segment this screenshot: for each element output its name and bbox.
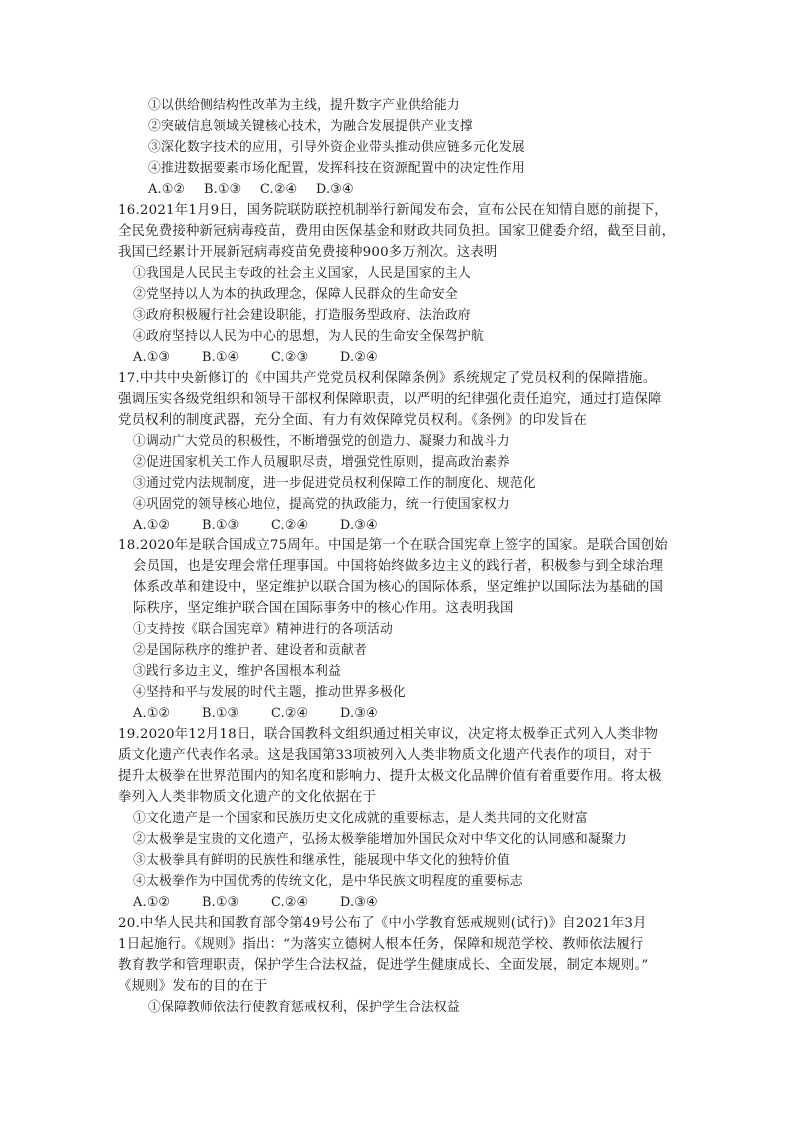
answer-choice: B.①③ <box>202 895 240 910</box>
q16-stem-line: 我国已经累计开展新冠病毒疫苗免费接种900多万剂次。这表明 <box>118 245 498 260</box>
q19-option-2: ②太极拳是宝贵的文化遗产，弘扬太极拳能增加外国民众对中华文化的认同感和凝聚力 <box>133 832 627 847</box>
q17-stem-line: 党员权利的制度武器，充分全面、有力有效保障党员权利。《条例》的印发旨在 <box>118 413 587 428</box>
q17-answer-choices <box>133 516 409 536</box>
q20-stem-line: 教育教学和管理职责，保护学生合法权益，促进学生健康成长、全面发展，制定本规则。” <box>118 958 649 973</box>
q18-option-2: ②是国际秩序的维护者、建设者和贡献者 <box>133 643 367 658</box>
q18-stem-line: 会员国，也是安理会常任理事国。中国将始终做多边主义的践行者，积极参与到全球治理 <box>133 559 664 574</box>
q18-stem-line: 18.2020年是联合国成立75周年。中国是第一个在联合国宪章上签字的国家。是联合国创始 <box>118 538 668 553</box>
answer-choice: C.②③ <box>271 350 309 365</box>
q18-stem-line: 体系改革和建设中，坚定维护以联合国为核心的国际体系，坚定维护以国际法为基础的国 <box>133 580 664 595</box>
q19-stem-line: 提升太极拳在世界范围内的知名度和影响力、提升太极文化品牌价值有着重要作用。将太极 <box>118 769 662 784</box>
q18-option-4: ④坚持和平与发展的时代主题，推动世界多极化 <box>133 685 406 700</box>
q19-stem-line: 质文化遗产代表作名录。这是我国第33项被列入人类非物质文化遗产代表作的项目，对于 <box>118 748 652 763</box>
q16-option-2: ②党坚持以人为本的执政理念，保障人民群众的生命安全 <box>133 287 458 302</box>
q17-stem-line: 强调压实各级党组织和领导干部权利保障职责，以严明的纪律强化责任追究，通过打造保障 <box>118 392 662 407</box>
q16-answer-choices <box>133 348 409 368</box>
answer-choice: D.②④ <box>340 350 378 365</box>
q17-stem-line: 17.中共中央新修订的《中国共产党党员权利保障条例》系统规定了党员权利的保障措施。 <box>118 371 657 386</box>
q16-stem-line: 全民免费接种新冠病毒疫苗，费用由医保基金和财政共同负担。国家卫健委介绍，截至目前， <box>118 224 676 239</box>
answer-choice: A.①③ <box>133 350 171 365</box>
answer-choice: A.①② <box>133 706 171 721</box>
q17-option-2: ②促进国家机关工作人员履职尽责，增强党性原则，提高政治素养 <box>133 455 510 470</box>
q19-option-3: ③太极拳具有鲜明的民族性和继承性，能展现中华文化的独特价值 <box>133 853 510 868</box>
q17-option-4: ④巩固党的领导核心地位，提高党的执政能力，统一行使国家权力 <box>133 497 510 512</box>
answer-choice: C.②④ <box>271 895 309 910</box>
q18-stem-line: 际秩序，坚定维护联合国在国际事务中的核心作用。这表明我国 <box>133 601 514 616</box>
q15-option-2: ②突破信息领域关键核心技术，为融合发展提供产业支撑 <box>148 119 473 134</box>
answer-choice: B.①③ <box>204 182 242 197</box>
answer-choice: A.①② <box>133 518 171 533</box>
q19-option-4: ④太极拳作为中国优秀的传统文化，是中华民族文明程度的重要标志 <box>133 874 523 889</box>
q15-option-3: ③深化数字技术的应用，引导外资企业带头推动供应链多元化发展 <box>148 140 525 155</box>
q20-stem-line: 1日起施行。《规则》指出：“为落实立德树人根本任务，保障和规范学校、教师依法履行 <box>118 937 644 952</box>
q20-stem-line: 20.中华人民共和国教育部令第49号公布了《中小学教育惩戒规则(试行)》自2021年3月 <box>118 916 647 931</box>
q15-answer-choices <box>148 180 372 200</box>
answer-choice: B.①④ <box>202 350 240 365</box>
q19-stem-line: 拳列入人类非物质文化遗产的文化依据在于 <box>118 790 377 805</box>
q20-stem-line: 《规则》发布的目的在于 <box>118 979 268 994</box>
q16-option-1: ①我国是人民民主专政的社会主义国家，人民是国家的主人 <box>133 266 471 281</box>
q19-answer-choices <box>133 893 409 913</box>
q15-option-1: ①以供给侧结构性改革为主线，提升数字产业供给能力 <box>148 98 460 113</box>
answer-choice: C.②④ <box>271 518 309 533</box>
q16-option-4: ④政府坚持以人民为中心的思想，为人民的生命安全保驾护航 <box>133 329 484 344</box>
q20-option-1: ①保障教师依法行使教育惩戒权利，保护学生合法权益 <box>148 1000 460 1015</box>
q16-option-3: ③政府积极履行社会建设职能，打造服务型政府、法治政府 <box>133 308 471 323</box>
answer-choice: D.③④ <box>340 706 378 721</box>
answer-choice: B.①③ <box>202 518 240 533</box>
q16-stem-line: 16.2021年1月9日，国务院联防联控机制举行新闻发布会，宣布公民在知情自愿的前提下， <box>118 203 668 218</box>
answer-choice: D.③④ <box>340 518 378 533</box>
q19-option-1: ①文化遗产是一个国家和民族历史文化成就的重要标志，是人类共同的文化财富 <box>133 811 588 826</box>
answer-choice: C.②④ <box>260 182 298 197</box>
q18-option-3: ③践行多边主义，维护各国根本利益 <box>133 664 341 679</box>
q17-option-1: ①调动广大党员的积极性，不断增强党的创造力、凝聚力和战斗力 <box>133 434 510 449</box>
answer-choice: D.③④ <box>340 895 378 910</box>
answer-choice: A.①② <box>148 182 186 197</box>
q15-option-4: ④推进数据要素市场化配置，发挥科技在资源配置中的决定性作用 <box>148 161 525 176</box>
answer-choice: D.③④ <box>316 182 354 197</box>
answer-choice: C.②④ <box>271 706 309 721</box>
answer-choice: A.①② <box>133 895 171 910</box>
q19-stem-line: 19.2020年12月18日，联合国教科文组织通过相关审议，决定将太极拳正式列入人类非物 <box>118 727 659 742</box>
q18-answer-choices <box>133 704 409 724</box>
q18-option-1: ①支持按《联合国宪章》精神进行的各项活动 <box>133 622 393 637</box>
answer-choice: B.①③ <box>202 706 240 721</box>
q17-option-3: ③通过党内法规制度，进一步促进党员权利保障工作的制度化、规范化 <box>133 476 536 491</box>
